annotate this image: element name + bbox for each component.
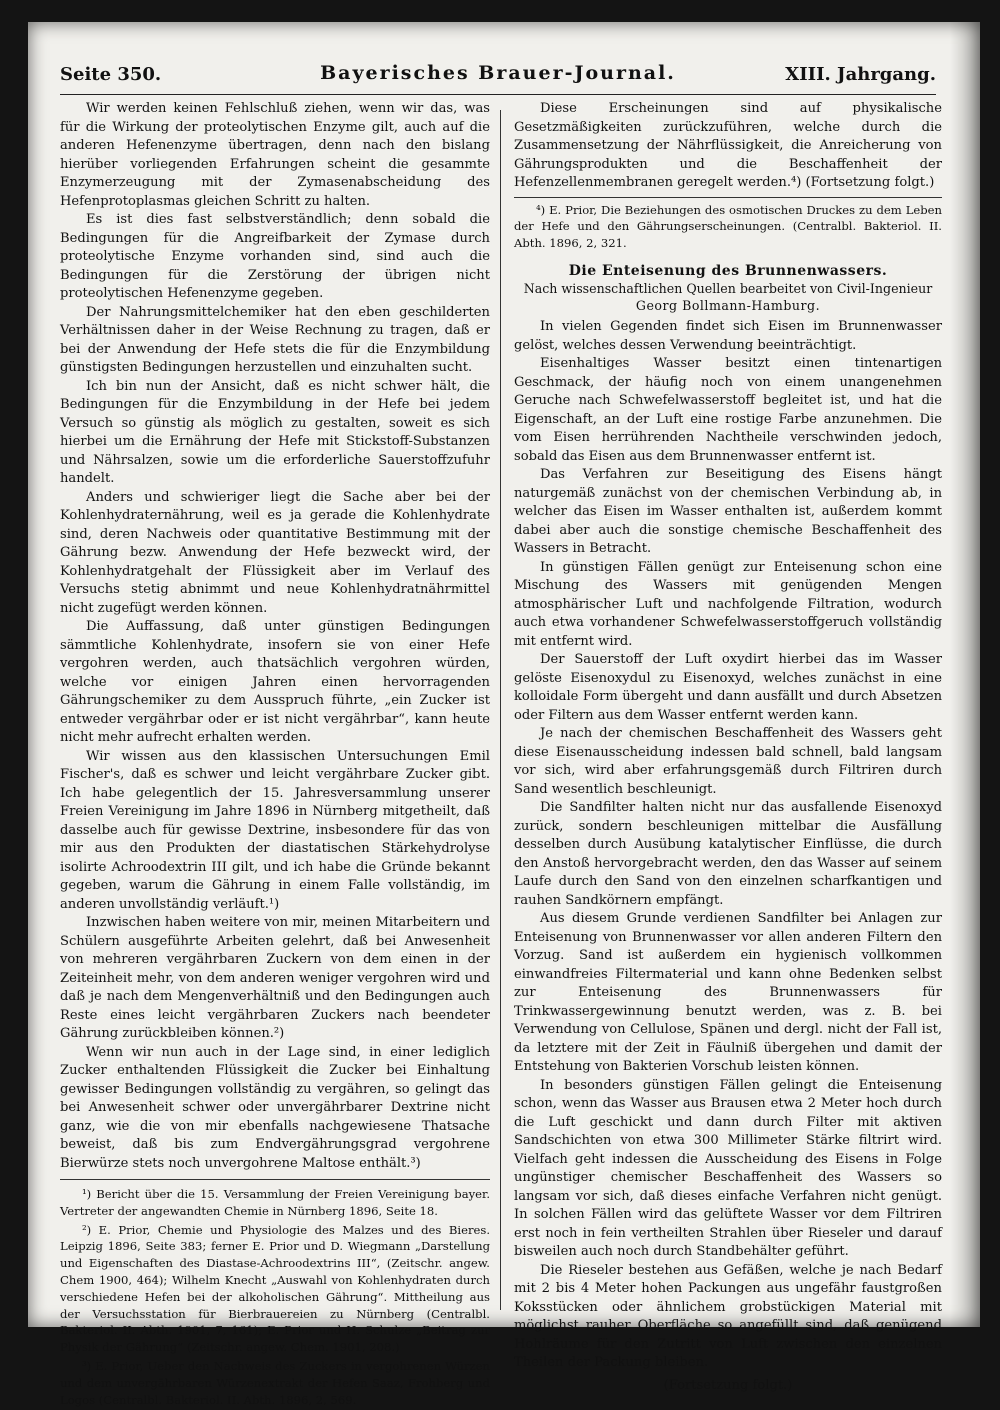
footnotes (60, 1179, 490, 1408)
page-number: Seite 350. (60, 64, 162, 85)
page-header (60, 62, 936, 90)
footnote: ⁴) E. Prior, Die Beziehungen des osmotischen Druckes zu dem Leben der Hefe und den Gährungserscheinungen. (Centralbl. Bakteriol. II. Abth. 1896, 2, 321. (514, 202, 942, 251)
article-subtitle: Nach wissenschaftlichen Quellen bearbeitet von Civil-Ingenieur (523, 281, 933, 297)
paragraph: In günstigen Fällen genügt zur Enteisenung schon eine Mischung des Wassers mit genügenden Mengen atmosphärischer Luft und nachfolgende Filtration, wodurch auch etwa vorhandener Schwefelwasserstoffgeruch vollständig mit entfernt wird. (514, 559, 942, 649)
paragraph: Die Sandfilter halten nicht nur das ausfallende Eisenoxyd zurück, sondern beschleunigen mittelbar die Ausfällung desselben durch Ausübung katalytischer Einflüsse, die durch den Anstoß hervorgebracht werden, den das Wasser auf seinem Laufe durch den Sand von den einzelnen scharfkantigen und rauhen Sandkörnern empfängt. (514, 800, 942, 908)
footnote: ²) E. Prior, Chemie und Physiologie des Malzes und des Bieres. Leipzig 1896, Seite 383; ferner E. Prior und D. Wiegmann „Darstellung und Eigenschaften des Diastase-Achroodextrins III“, (Zeitschr. angew. Chem 1900, 464); Wilhelm Knecht „Auswahl von Kohlenhydraten durch verschiedene Hefen bei der alkoholischen Gährung“. Mittheilung aus der Versuchsstation für Bierbrauereien zu Nürnberg (Centralbl. Bakteriol. II. Abth. 1901, 7, 161); E. Prior und H. Schulze „Beitrag zur Physik der Gährung“ (Zeitschr. angew. Chem. 1901, 208.) (60, 1222, 490, 1355)
journal-title: Bayerisches Brauer-Journal. (320, 62, 676, 84)
page-edge-shadow (950, 22, 980, 1327)
volume-label: XIII. Jahrgang. (785, 64, 936, 85)
paragraph: Der Sauerstoff der Luft oxydirt hierbei das im Wasser gelöste Eisenoxydul zu Eisenoxyd, welches zunächst in eine kolloidale Form übergeht und dann ausfällt und durch Absetzen oder Filtern aus dem Wasser entfernt werden kann. (514, 652, 942, 723)
continuation-note: (Fortsetzung folgt.) (663, 1377, 793, 1393)
paragraph: Wir wissen aus den klassischen Untersuchungen Emil Fischer's, daß es schwer und leicht vergährbare Zucker gibt. Ich habe gelegentlich der 15. Jahresversammlung unserer Freien Vereinigung im Jahre 1896 in Nürnberg mitgetheilt, daß dasselbe auch für gewisse Dextrine, insbesondere für das von mir aus den Produkten der diastatischen Stärkehydrolyse isolirte Achroodextrin III gilt, und ich habe die Gründe bekannt gegeben, warum die Gährung in einem Falle vollständig, im anderen unvollständig verläuft.¹) (60, 748, 490, 912)
paragraph: Wir werden keinen Fehlschluß ziehen, wenn wir das, was für die Wirkung der proteolytischen Enzyme gilt, auch auf die anderen Hefenenzyme übertragen, denn nach den bislang hierüber vorliegenden Erfahrungen scheint die gesammte Enzymerzeugung mit der Zymasenabscheidung des Hefenprotoplasmas gleichen Schritt zu halten. (60, 101, 490, 209)
column-divider (500, 110, 501, 1310)
paragraph: Wenn wir nun auch in der Lage sind, in einer lediglich Zucker enthaltenden Flüssigkeit die Zucker bei Einhaltung gewisser Bedingungen vollständig zu vergähren, so gelingt das bei Anwesenheit schwer oder unvergährbarer Dextrine nicht ganz, wie die von mir ebenfalls nachgewiesene Thatsache beweist, daß bis zum Endvergährungsgrad vergohrene Bierwürze stets noch unvergohrene Maltose enthält.³) (60, 1044, 490, 1171)
paragraph: Anders und schwieriger liegt die Sache aber bei der Kohlenhydraternährung, weil es ja gerade die Kohlenhydrate sind, deren Nachweis oder quantitative Bestimmung mit der Gährung bezw. Anwendung der Hefe bezweckt wird, der Kohlenhydratgehalt der Flüssigkeit aber im Verlauf des Versuchs stetig abnimmt und neue Kohlenhydratnährmittel nicht zugefügt werden können. (60, 489, 490, 616)
paragraph: Es ist dies fast selbstverständlich; denn sobald die Bedingungen für die Angreifbarkeit der Zymase durch proteolytische Enzyme vorhanden sind, sind auch die Bedingungen für die Zerstörung der übrigen nicht proteolytischen Hefenenzyme gegeben. (60, 212, 490, 301)
paragraph: In vielen Gegenden findet sich Eisen im Brunnenwasser gelöst, welches dessen Verwendung beeinträchtigt. (514, 319, 942, 353)
paragraph: Inzwischen haben weitere von mir, meinen Mitarbeitern und Schülern ausgeführte Arbeiten gelehrt, daß bei Anwesenheit von mehreren vergährbaren Zuckern von dem einen in der Zeiteinheit mehr, von dem anderen weniger vergohren wird und daß je nach dem Mengenverhältniß und den Bedingungen auch Reste eines leicht vergährbaren Zuckers nach beendeter Gährung zurückbleiben können.²) (60, 915, 490, 1041)
paragraph: In besonders günstigen Fällen gelingt die Enteisenung schon, wenn das Wasser aus Brausen etwa 2 Meter hoch durch die Luft geschickt und dann durch Filter mit aktiven Sandschichten von etwa 300 Millimeter Stärke filtrirt wird. Vielfach geht indessen die Ausscheidung des Eisens in Folge ungünstiger chemischer Beschaffenheit des Wassers so langsam vor sich, daß dieses einfache Verfahren nicht genügt. In solchen Fällen wird das gelüftete Wasser vor dem Filtriren erst noch in fein vertheilten Strahlen über Rieseler und darauf bisweilen auch noch durch Standbehälter geführt. (514, 1077, 942, 1260)
paragraph: Aus diesem Grunde verdienen Sandfilter bei Anlagen zur Enteisenung von Brunnenwasser vor allen anderen Filtern den Vorzug. Sand ist außerdem ein hygienisch vollkommen einwandfreies Filtermaterial und kann ohne Bedenken selbst zur Enteisenung des Brunnenwassers für Trinkwassergewinnung benutzt werden, was z. B. bei Verwendung von Cellulose, Spänen und dergl. nicht der Fall ist, da letztere mit der Zeit in Fäulniß übergehen und damit der Entstehung von Bakterien Vorschub leisten können. (514, 911, 942, 1075)
footnote: ¹) Bericht über die 15. Versammlung der Freien Vereinigung bayer. Vertreter der angewandten Chemie in Nürnberg 1896, Seite 18. (60, 1187, 490, 1218)
paragraph: Der Nahrungsmittelchemiker hat den eben geschilderten Verhältnissen daher in der Weise Rechnung zu tragen, daß er bei der Anwendung der Hefe stets die für die Enzymbildung günstigsten Bedingungen herzustellen und einzuhalten sucht. (60, 304, 490, 375)
paragraph: Das Verfahren zur Beseitigung des Eisens hängt naturgemäß zunächst von der chemischen Verbindung ab, in welcher das Eisen im Wasser enthalten ist, außerdem kommt dabei aber auch die sonstige chemische Beschaffenheit des Wassers in Betracht. (514, 467, 942, 557)
header-rule (60, 94, 936, 95)
footnotes (514, 197, 942, 252)
footnote: ³) E. Prior, Ueber den Nachweis des Zuckers in vergohrenen Würzen und dem unvergährbaren Würzenextrakt der Hefen Saaz, Frohberg und Logos (Centralbl. Bakteriol. II. Abth. 1896, 2, 569. (60, 1358, 490, 1407)
right-column (514, 100, 942, 1395)
article-author: Georg Bollmann-Hamburg. (635, 298, 821, 314)
article-title: Die Enteisenung des Brunnenwassers. (568, 262, 888, 279)
paragraph: Die Rieseler bestehen aus Gefäßen, welche je nach Bedarf mit 2 bis 4 Meter hohen Packungen aus ungefähr faustgroßen Koksstücken oder ähnlichem grobstückigen Material mit möglichst rauher Oberfläche so angefüllt sind, daß genügend Hohlräume für den Zutritt von Luft zwischen den einzelnen Theilen der Packung bleiben. (514, 1262, 942, 1371)
paragraph: Eisenhaltiges Wasser besitzt einen tintenartigen Geschmack, der häufig noch von einem unangenehmen Geruche nach Schwefelwasserstoff begleitet ist, und hat die Eigenschaft, an der Luft eine rostige Farbe anzunehmen. Die vom Eisen herrührenden Nachtheile verschwinden jedoch, sobald das Eisen aus dem Brunnenwasser entfernt ist. (514, 356, 942, 464)
paragraph: Diese Erscheinungen sind auf physikalische Gesetzmäßigkeiten zurückzuführen, welche durch die Zusammensetzung der Nährflüssigkeit, die Anreicherung von Gährungsprodukten und die Beschaffenheit der Hefenzellenmembranen geregelt werden.⁴) (Fortsetzung folgt.) (514, 101, 942, 190)
paragraph: Die Auffassung, daß unter günstigen Bedingungen sämmtliche Kohlenhydrate, insofern sie von einer Hefe vergohren werden, auch thatsächlich vergohren würden, welche vor einigen Jahren einen hervorragenden Gährungschemiker zu dem Ausspruch führte, „ein Zucker ist entweder vergährbar oder er ist nicht vergährbar“, kann heute nicht mehr aufrecht erhalten werden. (60, 619, 490, 745)
left-column (60, 100, 490, 1410)
document-page (28, 22, 980, 1407)
paragraph: Je nach der chemischen Beschaffenheit des Wassers geht diese Eisenausscheidung indessen bald schnell, bald langsam vor sich, wird aber erfahrungsgemäß durch Filtriren durch Sand wesentlich beschleunigt. (514, 726, 942, 797)
paragraph: Ich bin nun der Ansicht, daß es nicht schwer hält, die Bedingungen für die Enzymbildung in der Hefe bei jedem Versuch so günstig als möglich zu gestalten, soweit es sich hierbei um die Ernährung der Hefe mit Stickstoff-Substanzen und Nährsalzen, sowie um die erforderliche Sauerstoffzufuhr handelt. (60, 378, 490, 486)
